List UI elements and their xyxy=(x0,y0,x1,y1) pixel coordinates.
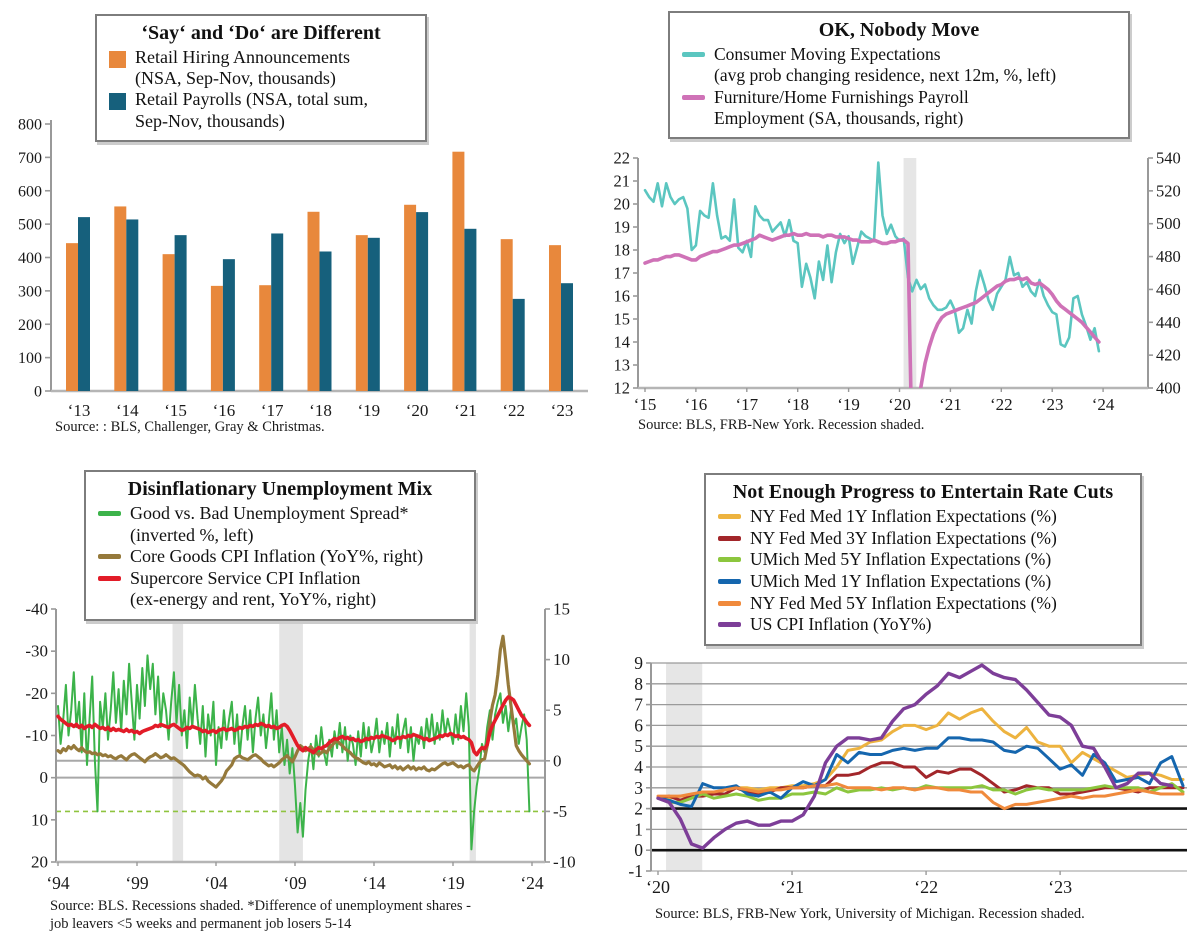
x-tick-label: ‘17 xyxy=(735,395,759,414)
left-tick-label: 12 xyxy=(613,378,630,398)
chart-say-do xyxy=(45,120,588,435)
teal-square-swatch-icon xyxy=(109,93,126,110)
x-tick-label: ‘04 xyxy=(204,873,228,893)
right-tick-label: 5 xyxy=(553,700,562,720)
bar-payrolls xyxy=(320,251,332,391)
right-tick-label: 15 xyxy=(553,599,570,619)
legend-item xyxy=(680,44,1118,87)
y-tick-label: 5 xyxy=(634,736,643,757)
legend-item xyxy=(716,549,1130,571)
legend-item xyxy=(96,503,464,546)
legend-item xyxy=(716,528,1130,550)
bar-hiring xyxy=(163,254,175,391)
legend-item-label: UMich Med 5Y Inflation Expectations (%) xyxy=(750,549,1052,570)
bar-payrolls xyxy=(78,217,90,391)
legend-item xyxy=(107,89,415,131)
light-green-line-swatch-icon xyxy=(718,557,741,562)
x-tick-label: ‘15 xyxy=(164,401,187,420)
right-tick-label: 440 xyxy=(1156,312,1181,332)
x-tick-label: ‘20 xyxy=(646,877,670,897)
left-tick-label: 20 xyxy=(31,852,48,872)
x-tick-label: ‘21 xyxy=(939,395,962,414)
bar-payrolls xyxy=(513,299,525,391)
legend-item-label: Core Goods CPI Inflation (YoY%, right) xyxy=(130,546,424,567)
yellow-line-swatch-icon xyxy=(718,514,741,519)
chart-rate-cuts xyxy=(628,653,1187,922)
legend-item-label: Retail Payrolls (NSA, total sum, Sep-Nov, thousands) xyxy=(135,89,368,131)
legend-item-label: NY Fed Med 5Y Inflation Expectations (%) xyxy=(750,592,1057,613)
pink-line-swatch-icon xyxy=(682,95,705,100)
left-tick-label: 13 xyxy=(613,355,630,375)
legend-box-rate-cuts xyxy=(704,473,1142,646)
legend-item xyxy=(680,87,1118,130)
chart-title: OK, Nobody Move xyxy=(818,19,980,41)
left-tick-label: 15 xyxy=(613,309,630,329)
left-tick-label: 10 xyxy=(31,810,48,830)
dark-red-line-swatch-icon xyxy=(718,536,741,541)
x-tick-label: ‘20 xyxy=(405,401,429,420)
x-tick-label: ‘14 xyxy=(115,401,139,420)
x-tick-label: ‘21 xyxy=(780,877,805,897)
bar-payrolls xyxy=(368,238,380,391)
x-tick-label: ‘24 xyxy=(520,873,544,893)
y-tick-label: 400 xyxy=(18,250,42,267)
bar-hiring xyxy=(259,285,271,391)
legend-box-nobody-move xyxy=(668,11,1130,139)
series-line xyxy=(645,163,1099,352)
legend-item xyxy=(96,568,464,611)
x-tick-label: ‘19 xyxy=(357,401,381,420)
y-tick-label: 1 xyxy=(634,819,643,840)
x-tick-label: ‘16 xyxy=(212,401,236,420)
bar-hiring xyxy=(452,152,464,391)
source-note: Source: BLS. Recessions shaded. *Difference of unemployment shares - xyxy=(50,898,471,914)
x-tick-label: ‘94 xyxy=(46,873,70,893)
right-tick-label: 480 xyxy=(1156,247,1181,267)
bar-hiring xyxy=(501,239,513,391)
orange-square-swatch-icon xyxy=(109,51,126,68)
bar-payrolls xyxy=(126,219,138,391)
y-tick-label: 6 xyxy=(634,715,643,736)
legend-item xyxy=(96,546,464,568)
left-tick-label: -40 xyxy=(25,599,48,619)
x-tick-label: ‘15 xyxy=(633,395,657,414)
x-tick-label: ‘13 xyxy=(67,401,91,420)
red-line-swatch-icon xyxy=(98,576,121,581)
right-tick-label: 420 xyxy=(1156,345,1181,365)
left-tick-label: 16 xyxy=(613,286,630,306)
source-note: Source: BLS, FRB-New York, University of Michigan. Recession shaded. xyxy=(655,906,1085,922)
x-tick-label: ‘21 xyxy=(454,401,477,420)
green-line-swatch-icon xyxy=(98,511,121,516)
x-tick-label: ‘22 xyxy=(914,877,939,897)
chart-nobody-move xyxy=(614,149,1181,461)
bar-payrolls xyxy=(464,229,476,391)
bar-hiring xyxy=(308,212,320,391)
x-tick-label: ‘18 xyxy=(309,401,332,420)
x-tick-label: ‘16 xyxy=(684,395,708,414)
right-tick-label: 10 xyxy=(553,650,570,670)
x-tick-label: ‘19 xyxy=(837,395,860,414)
x-tick-label: ‘22 xyxy=(989,395,1013,414)
x-tick-label: ‘19 xyxy=(441,873,465,893)
legend-item xyxy=(716,571,1130,593)
x-tick-label: ‘23 xyxy=(550,401,574,420)
legend-item-label: US CPI Inflation (YoY%) xyxy=(750,614,932,635)
y-tick-label: 9 xyxy=(634,653,643,673)
y-tick-label: 200 xyxy=(18,316,42,334)
y-tick-label: -1 xyxy=(628,861,643,881)
bar-payrolls xyxy=(223,259,235,391)
left-tick-label: 22 xyxy=(613,148,630,168)
x-tick-label: ‘09 xyxy=(283,873,307,893)
legend-item-label: Good vs. Bad Unemployment Spread* (inverted %, left) xyxy=(130,503,409,545)
left-tick-label: 18 xyxy=(613,240,630,260)
y-tick-label: 700 xyxy=(18,149,42,167)
left-tick-label: -20 xyxy=(25,683,48,703)
chart-title: Not Enough Progress to Entertain Rate Cuts xyxy=(732,481,1114,503)
y-tick-label: 3 xyxy=(634,777,643,798)
left-tick-label: 21 xyxy=(613,171,630,191)
x-tick-label: ‘99 xyxy=(125,873,149,893)
left-tick-label: -10 xyxy=(25,726,48,745)
bar-hiring xyxy=(356,235,368,391)
left-tick-label: 19 xyxy=(613,217,630,237)
right-tick-label: 400 xyxy=(1156,378,1181,398)
x-tick-label: ‘22 xyxy=(502,401,526,420)
source-note: Source: BLS, FRB-New York. Recession shaded. xyxy=(638,417,925,433)
left-tick-label: 14 xyxy=(613,332,630,352)
y-tick-label: 2 xyxy=(634,798,643,819)
x-tick-label: ‘18 xyxy=(786,395,810,414)
bar-hiring xyxy=(211,286,223,391)
legend-item xyxy=(107,47,415,89)
right-tick-label: 520 xyxy=(1156,181,1181,201)
x-tick-label: ‘24 xyxy=(1091,395,1115,414)
left-tick-label: -30 xyxy=(25,641,48,661)
blue-line-swatch-icon xyxy=(718,579,741,584)
x-tick-label: ‘14 xyxy=(362,873,386,893)
legend-box-say-do xyxy=(95,14,427,142)
bar-payrolls xyxy=(175,235,187,391)
chart-title: Disinflationary Unemployment Mix xyxy=(127,478,433,500)
y-tick-label: 0 xyxy=(34,383,42,401)
right-tick-label: 460 xyxy=(1156,279,1181,299)
purple-line-swatch-icon xyxy=(718,622,741,627)
bar-hiring xyxy=(66,243,78,391)
bar-hiring xyxy=(114,206,126,391)
chart-title: ‘Say‘ and ‘Do‘ are Different xyxy=(141,22,381,44)
legend-item xyxy=(716,593,1130,615)
y-tick-label: 500 xyxy=(18,216,42,234)
y-tick-label: 600 xyxy=(18,183,42,201)
legend-item-label: Furniture/Home Furnishings Payroll Employment (SA, thousands, right) xyxy=(714,86,969,129)
left-tick-label: 17 xyxy=(613,263,630,283)
legend-item xyxy=(716,614,1130,636)
x-tick-label: ‘17 xyxy=(260,401,284,420)
source-note-line2: job leavers <5 weeks and permanent job losers 5-14 xyxy=(50,916,352,932)
y-tick-label: 4 xyxy=(634,757,643,777)
y-tick-label: 300 xyxy=(18,283,42,301)
right-tick-label: 540 xyxy=(1156,148,1181,168)
legend-item-label: Supercore Service CPI Inflation (ex-energy and rent, YoY%, right) xyxy=(130,567,377,610)
bar-hiring xyxy=(404,205,416,391)
right-tick-label: 500 xyxy=(1156,214,1181,234)
legend-item-label: NY Fed Med 1Y Inflation Expectations (%) xyxy=(750,506,1057,526)
chart-disinflation-mix xyxy=(25,600,575,933)
bar-payrolls xyxy=(271,233,283,391)
legend-item xyxy=(716,506,1130,528)
left-tick-label: 0 xyxy=(39,768,48,788)
x-tick-label: ‘20 xyxy=(888,395,911,414)
x-tick-label: ‘23 xyxy=(1048,877,1073,897)
y-tick-label: 7 xyxy=(634,694,643,715)
orange-line-swatch-icon xyxy=(718,601,741,606)
legend-item-label: Retail Hiring Announcements (NSA, Sep-Nov, thousands) xyxy=(135,47,350,89)
y-tick-label: 0 xyxy=(634,840,643,861)
source-note: Source: : BLS, Challenger, Gray & Christmas. xyxy=(55,419,325,435)
legend-item-label: Consumer Moving Expectations (avg prob changing residence, next 12m, %, left) xyxy=(714,44,1057,86)
bar-payrolls xyxy=(561,283,573,391)
right-tick-label: -5 xyxy=(553,801,568,821)
x-tick-label: ‘23 xyxy=(1040,395,1064,414)
y-tick-label: 800 xyxy=(18,116,42,134)
teal-line-swatch-icon xyxy=(682,52,705,57)
legend-item-label: NY Fed Med 3Y Inflation Expectations (%) xyxy=(750,527,1057,548)
bar-hiring xyxy=(549,245,561,391)
y-tick-label: 8 xyxy=(634,673,643,694)
legend-box-disinflation-mix xyxy=(84,470,476,621)
legend-item-label: UMich Med 1Y Inflation Expectations (%) xyxy=(750,571,1052,592)
olive-line-swatch-icon xyxy=(98,554,121,559)
y-tick-label: 100 xyxy=(18,350,42,368)
right-tick-label: 0 xyxy=(553,751,562,771)
right-tick-label: -10 xyxy=(553,852,576,872)
bar-payrolls xyxy=(416,212,428,391)
left-tick-label: 20 xyxy=(613,194,630,214)
